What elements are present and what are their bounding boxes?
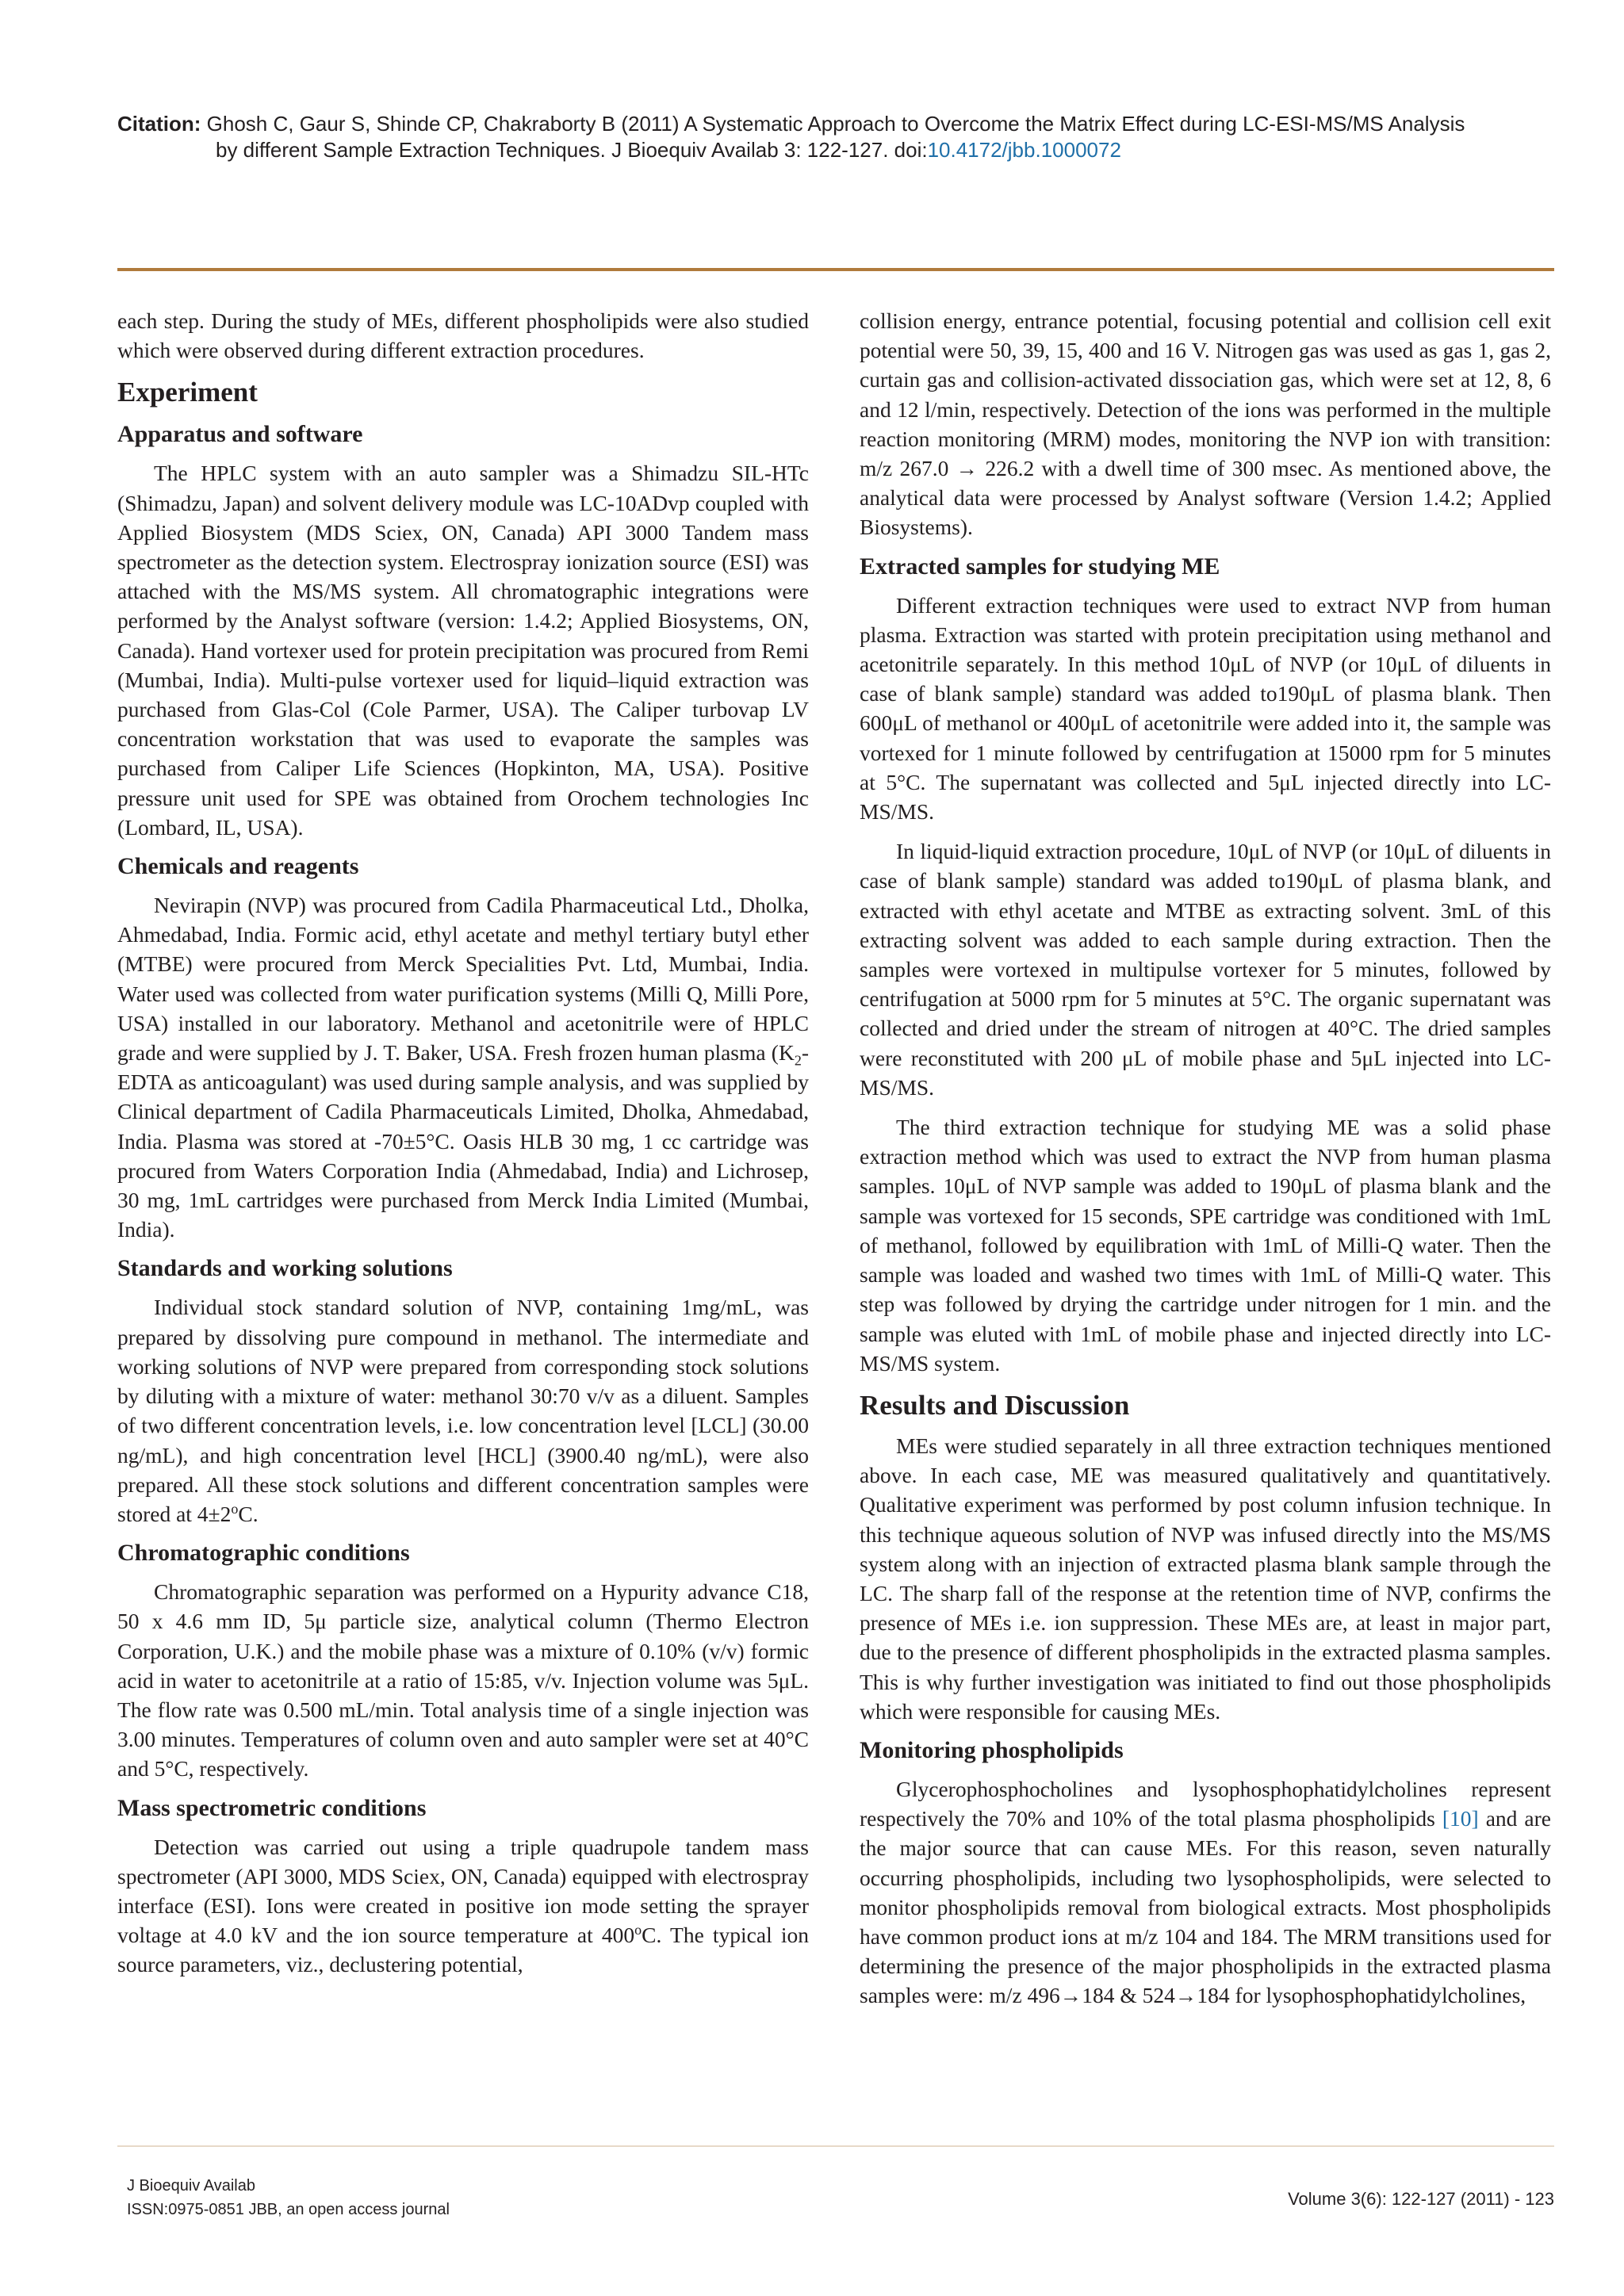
heading-mass-spectrometric: Mass spectrometric conditions (117, 1794, 427, 1821)
chemicals-text-a: Nevirapin (NVP) was procured from Cadila Pharmaceutical Ltd., Dholka, Ahmedabad, India. Formic acid, ethyl acetate and methyl tertiary butyl ether (MTBE) were procured from Merck Specialities Pvt. Ltd, Mumbai, India. Water used was collected from water purification systems (Milli Q, Milli Pore, USA) installed in our laboratory. Methanol and acetonitrile were of HPLC grade and were supplied by J. T. Baker, USA. Fresh frozen human plasma (K (117, 893, 809, 1066)
citation-line-2 (117, 137, 1568, 163)
citation-line-1 (117, 111, 1568, 137)
header-rule (117, 268, 1554, 271)
paragraph-results: MEs were studied separately in all three extraction techniques mentioned above. In each case, ME was measured qualitatively and quantitatively. Qualitative experiment was performed by post column infusion technique. In this technique aqueous solution of NVP was infused directly into the MS/MS system along with an injection of extracted plasma blank sample through the LC. The sharp fall of the response at the retention time of NVP, confirms the presence of MEs i.e. ion suppression. These MEs are, at least in major part, due to the presence of different phospholipids in the extracted plasma samples. This is why further investigation was initiated to find out those phospholipids which were responsible for causing MEs. (860, 1433, 1551, 1724)
reference-link[interactable]: [10] (1442, 1806, 1479, 1831)
footer-left (127, 2174, 450, 2221)
citation-text-1: Ghosh C, Gaur S, Shinde CP, Chakraborty B (2011) A Systematic Approach to Overcome the Matrix Effect during LC-ESI-MS/MS Analysis (206, 112, 1465, 136)
mass-text-b: C. The typical ion source parameters, viz., declustering potential, (117, 1923, 809, 1977)
paragraph-continued: collision energy, entrance potential, focusing potential and collision cell exit potential were 50, 39, 15, 400 and 16 V. Nitrogen gas was used as gas 1, gas 2, curtain gas and collision-activated dissociation gas, which were set at 12, 8, 6 and 12 l/min, respectively. Detection of the ions was performed in the multiple reaction monitoring (MRM) modes, monitoring the NVP ion with transition: m/z 267.0 → 226.2 with a dwell time of 300 msec. As mentioned above, the analytical data were processed by Analyst software (Version 1.4.2; Applied Biosystems). (860, 308, 1551, 540)
left-column (117, 306, 809, 1980)
footer-volume: Volume 3(6): 122-127 (2011) - 123 (1288, 2189, 1554, 2209)
heading-standards: Standards and working solutions (117, 1255, 453, 1282)
paragraph-chemicals (117, 890, 809, 1244)
paragraph-monitoring (860, 1774, 1551, 2011)
mass-text-a: Detection was carried out using a triple quadrupole tandem mass spectrometer (API 3000, MDS Sciex, ON, Canada) equipped with electrospray interface (ESI). Ions were created in positive ion mode setting the sprayer voltage at 4.0 kV and the ion source temperature at 400 (117, 1834, 809, 1948)
heading-chromatographic: Chromatographic conditions (117, 1540, 410, 1567)
heading-apparatus: Apparatus and software (117, 421, 363, 448)
paragraph-solid-phase-extraction: The third extraction technique for studying ME was a solid phase extraction method which was used to extract the NVP from human plasma samples. 10μL of NVP sample was added to 190μL of plasma blank and the sample was vortexed for 15 seconds, SPE cartridge was conditioned with 1mL of methanol, followed by equilibration with 1mL of Milli-Q water. Then the sample was loaded and washed two times with 1mL of Milli-Q water. This step was followed by drying the cartridge under nitrogen for 1 min. and the sample was eluted with 1mL of mobile phase and injected directly into LC-MS/MS system. (860, 1115, 1551, 1376)
monitoring-text-b: and are the major source that can cause MEs. For this reason, seven naturally occurring phospholipids, including two lysophospholipids, were selected to monitor phospholipids removal from biological extracts. Most phospholipids have common product ions at m/z 104 and 184. The MRM transitions used for determining the presence of the major phospholipids in the extracted plasma samples were: m/z 496→184 & 524→184 for lysophosphophatidylcholines, (860, 1806, 1551, 2008)
paragraph-liquid-liquid-extraction: In liquid-liquid extraction procedure, 10μL of NVP (or 10μL of diluents in case of blank sample) standard was added to190μL of plasma blank, and extracted with ethyl acetate and MTBE as extracting solvent. 3mL of this extracting solvent was added to each sample during extraction. Then the samples were vortexed in multipulse vortexer for 5 minutes, followed by centrifugation at 5000 rpm for 5 minutes at 5°C. The organic supernatant was collected and dried under the stream of nitrogen at 40°C. The dried samples were reconstituted with 200 μL of mobile phase and 5μL injected into LC-MS/MS. (860, 839, 1551, 1100)
footer-issn: ISSN:0975-0851 JBB, an open access journal (127, 2201, 450, 2218)
citation-text-2: by different Sample Extraction Techniques. J Bioequiv Availab 3: 122-127. doi: (216, 138, 928, 162)
chemicals-text-b: -EDTA as anticoagulant) was used during sample analysis, and was supplied by Clinical department of Cadila Pharmaceuticals Limited, Dholka, Ahmedabad, India. Plasma was stored at -70±5°C. Oasis HLB 30 mg, 1 cc cartridge was procured from Waters Corporation India (Ahmedabad, India) and Lichrosep, 30 mg, 1mL cartridges were purchased from Merck India Limited (Mumbai, India). (117, 1040, 809, 1242)
paragraph-chromatographic: Chromatographic separation was performed on a Hypurity advance C18, 50 x 4.6 mm ID, 5μ particle size, analytical column (Thermo Electron Corporation, U.K.) and the mobile phase was a mixture of 0.10% (v/v) formic acid in water to acetonitrile at a ratio of 15:85, v/v. Injection volume was 5μL. The flow rate was 0.500 mL/min. Total analysis time of a single injection was 3.00 minutes. Temperatures of column oven and auto sampler were set at 40°C and 5°C, respectively. (117, 1579, 809, 1781)
heading-extracted-samples: Extracted samples for studying ME (860, 553, 1220, 580)
chemicals-subscript: 2 (794, 1052, 802, 1069)
monitoring-text-a: Glycerophosphocholines and lysophosphophatidylcholines represent respectively the 70% and 10% of the total plasma phospholipids (860, 1776, 1551, 1831)
right-column (860, 306, 1551, 2011)
footer-rule (117, 2145, 1554, 2147)
standards-superscript: o (231, 1500, 239, 1517)
paragraph-intro: each step. During the study of MEs, different phospholipids were also studied which were observed during different extraction procedures. (117, 308, 809, 363)
doi-link[interactable]: 10.4172/jbb.1000072 (927, 138, 1121, 162)
paragraph-standards (117, 1292, 809, 1529)
citation-label: Citation: (117, 112, 201, 136)
standards-text-a: Individual stock standard solution of NVP, containing 1mg/mL, was prepared by dissolving pure compound in methanol. The intermediate and working solutions of NVP were prepared from corresponding stock solutions by diluting with a mixture of water: methanol 30:70 v/v as a diluent. Samples of two different concentration levels, i.e. low concentration level [LCL] (30.00 ng/mL), and high concentration level [HCL] (3900.40 ng/mL), were also prepared. All these stock solutions and different concentration samples were stored at 4±2 (117, 1295, 809, 1526)
paragraph-protein-precipitation: Different extraction techniques were used to extract NVP from human plasma. Extraction was started with protein precipitation using methanol and acetonitrile separately. In this method 10μL of NVP (or 10μL of diluents in case of blank sample) standard was added to190μL of plasma blank. Then 600μL of methanol or 400μL of acetonitrile were added into it, the sample was vortexed for 1 minute followed by centrifugation at 15000 rpm for 5 minutes at 5°C. The supernatant was collected and 5μL injected directly into LC-MS/MS. (860, 592, 1551, 825)
footer-journal: J Bioequiv Availab (127, 2177, 255, 2195)
paragraph-apparatus: The HPLC system with an auto sampler was a Shimadzu SIL-HTc (Shimadzu, Japan) and solvent delivery module was LC-10ADvp coupled with Applied Biosystem (MDS Sciex, ON, Canada) API 3000 Tandem mass spectrometer as the detection system. Electrospray ionization source (ESI) was attached with the MS/MS system. All chromatographic integrations were performed by the Analyst software (version: 1.4.2; Applied Biosystems, ON, Canada). Hand vortexer used for protein precipitation was procured from Remi (Mumbai, India). Multi-pulse vortexer used for liquid–liquid extraction was purchased from Glas-Col (Cole Parmer, USA). The Caliper turbovap LV concentration workstation that was used to evaporate the samples was purchased from Caliper Life Sciences (Hopkinton, MA, USA). Positive pressure unit used for SPE was obtained from Orochem technologies Inc (Lombard, IL, USA). (117, 461, 809, 840)
standards-text-b: C. (238, 1501, 259, 1526)
citation (117, 111, 1568, 163)
heading-chemicals: Chemicals and reagents (117, 853, 359, 880)
paragraph-mass-spectrometric (117, 1832, 809, 1980)
heading-monitoring: Monitoring phospholipids (860, 1736, 1124, 1763)
heading-experiment: Experiment (117, 377, 258, 408)
heading-results: Results and Discussion (860, 1389, 1130, 1421)
mass-superscript: o (634, 1921, 642, 1938)
